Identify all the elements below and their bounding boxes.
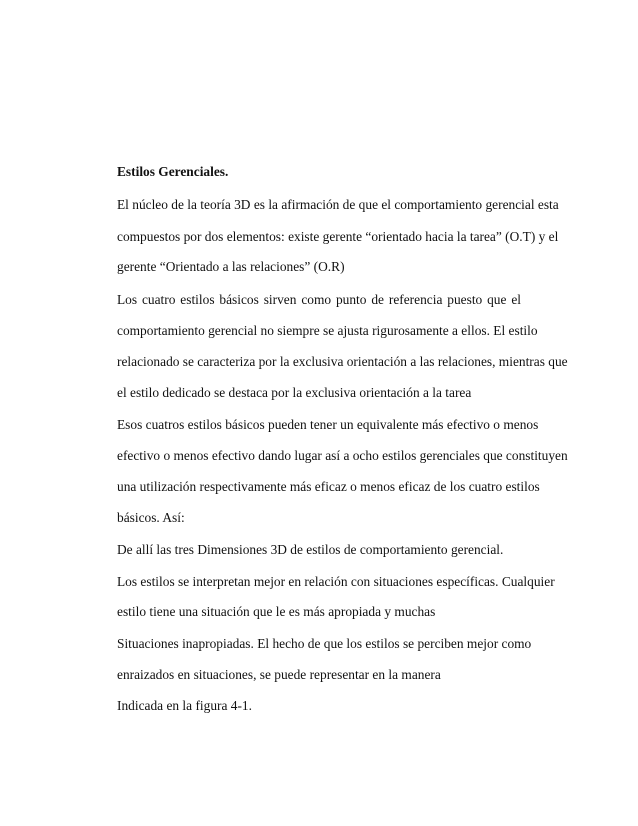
text-line: Esos cuatros estilos básicos pueden tener un equivalente más efectivo o menos (117, 417, 539, 432)
text-line: Situaciones inapropiadas. El hecho de que los estilos se perciben mejor como (117, 636, 532, 651)
text-line: efectivo o menos efectivo dando lugar así a ocho estilos gerenciales que constituyen (117, 448, 568, 463)
text-line: una utilización respectivamente más eficaz o menos eficaz de los cuatro estilos (117, 479, 540, 494)
text-line: De allí las tres Dimensiones 3D de estilos de comportamiento gerencial. (117, 542, 504, 557)
text-line: compuestos por dos elementos: existe gerente “orientado hacia la tarea” (O.T) y el (117, 229, 559, 244)
text-line: estilo tiene una situación que le es más apropiada y muchas (117, 604, 436, 619)
section-heading: Estilos Gerenciales. (117, 164, 229, 179)
text-line: básicos. Así: (117, 510, 185, 525)
text-line: relacionado se caracteriza por la exclusiva orientación a las relaciones, mientras que (117, 354, 568, 369)
text-line: el estilo dedicado se destaca por la exclusiva orientación a la tarea (117, 385, 472, 400)
text-line: Los cuatro estilos básicos sirven como punto de referencia puesto que el (117, 292, 521, 307)
text-line: comportamiento gerencial no siempre se ajusta rigurosamente a ellos. El estilo (117, 323, 538, 338)
text-line: enraizados en situaciones, se puede representar en la manera (117, 667, 441, 682)
text-line: Indicada en la figura 4-1. (117, 698, 252, 713)
text-line: Los estilos se interpretan mejor en relación con situaciones específicas. Cualquier (117, 574, 555, 589)
text-line: gerente “Orientado a las relaciones” (O.R) (117, 259, 345, 274)
text-line: El núcleo de la teoría 3D es la afirmación de que el comportamiento gerencial esta (117, 197, 559, 212)
